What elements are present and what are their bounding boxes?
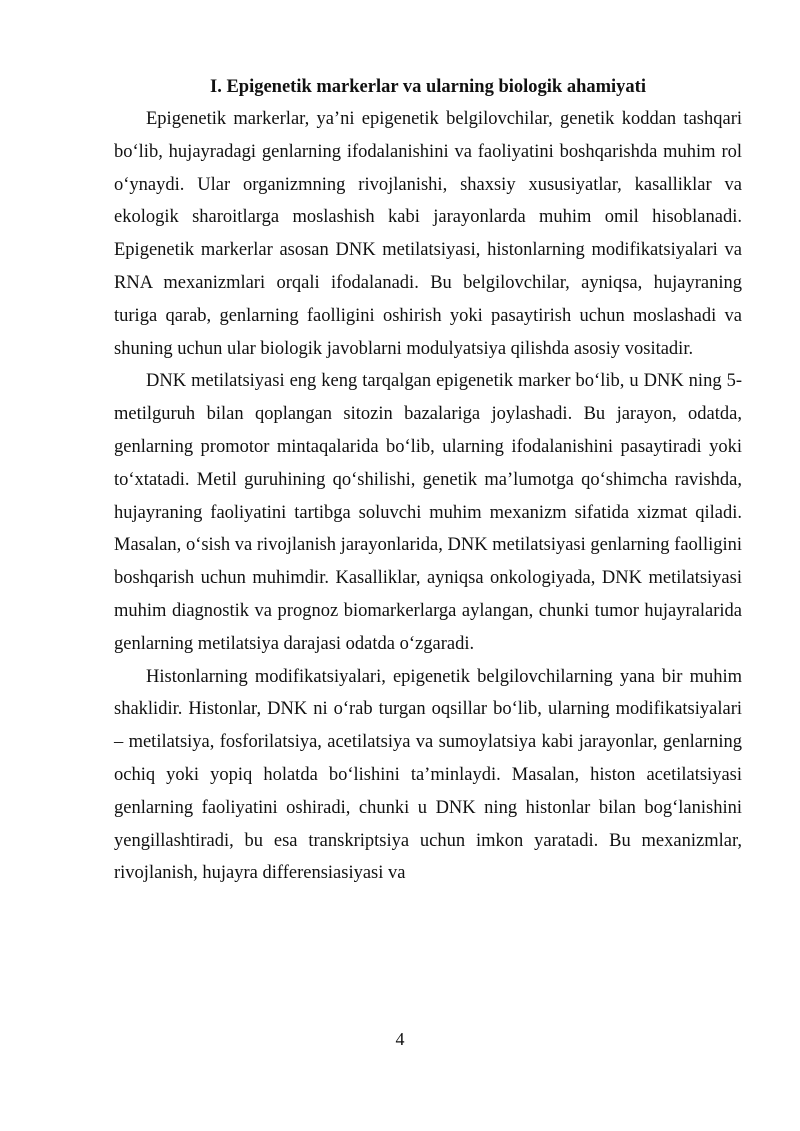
page-number: 4: [395, 1029, 405, 1049]
paragraph-dna-methylation: DNK metilatsiyasi eng keng tarqalgan epigenetik marker bo‘lib, u DNK ning 5-metilguruh bilan qoplangan sitozin bazalariga joylashadi. Bu jarayon, odatda, genlarning promotor mintaqalarida bo‘lib, ularning ifodalanishini pasaytiradi yoki to‘xtatadi. Metil guruhining qo‘shilishi, genetik ma’lumotga qo‘shimcha ravishda, hujayraning faoliyatini tartibga soluvchi muhim mexanizm sifatida xizmat qiladi. Masalan, o‘sish va rivojlanish jarayonlarida, DNK metilatsiyasi genlarning faolligini boshqarish uchun muhimdir. Kasalliklar, ayniqsa onkologiyada, DNK metilatsiyasi muhim diagnostik va prognoz biomarkerlarga aylangan, chunki tumor hujayralarida genlarning metilatsiya darajasi odatda o‘zgaradi.: [114, 371, 742, 654]
document-page: [114, 72, 742, 890]
paragraph-epigenetic-markers: Epigenetik markerlar, ya’ni epigenetik belgilovchilar, genetik koddan tashqari bo‘lib, hujayradagi genlarning ifodalanishini va faoliyatini boshqarishda muhim rol o‘ynaydi. Ular organizmning rivojlanishi, shaxsiy xususiyatlar, kasalliklar va ekologik sharoitlarga moslashish kabi jarayonlarda muhim omil hisoblanadi. Epigenetik markerlar asosan DNK metilatsiyasi, histonlarning modifikatsiyalari va RNA mexanizmlari orqali ifodalanadi. Bu belgilovchilar, ayniqsa, hujayraning turiga qarab, genlarning faolligini oshirish yoki pasaytirish uchun moslashadi va shuning uchun ular biologik javoblarni modulyatsiya qilishda asosiy vositadir.: [114, 109, 742, 359]
paragraph-histone-modifications: Histonlarning modifikatsiyalari, epigenetik belgilovchilarning yana bir muhim shaklidir. Histonlar, DNK ni o‘rab turgan oqsillar bo‘lib, ularning modifikatsiyalari – metilatsiya, fosforilatsiya, acetilatsiya va sumoylatsiya kabi jarayonlar, genlarning ochiq yoki yopiq holatda bo‘lishini ta’minlaydi. Masalan, histon acetilatsiyasi genlarning faoliyatini oshiradi, chunki u DNK ning histonlar bilan bog‘lanishini yengillashtiradi, bu esa transkriptsiya uchun imkon yaratadi. Bu mexanizmlar, rivojlanish, hujayra differensiasiyasi va: [114, 666, 742, 884]
section-heading: I. Epigenetik markerlar va ularning biologik ahamiyati: [210, 77, 646, 97]
